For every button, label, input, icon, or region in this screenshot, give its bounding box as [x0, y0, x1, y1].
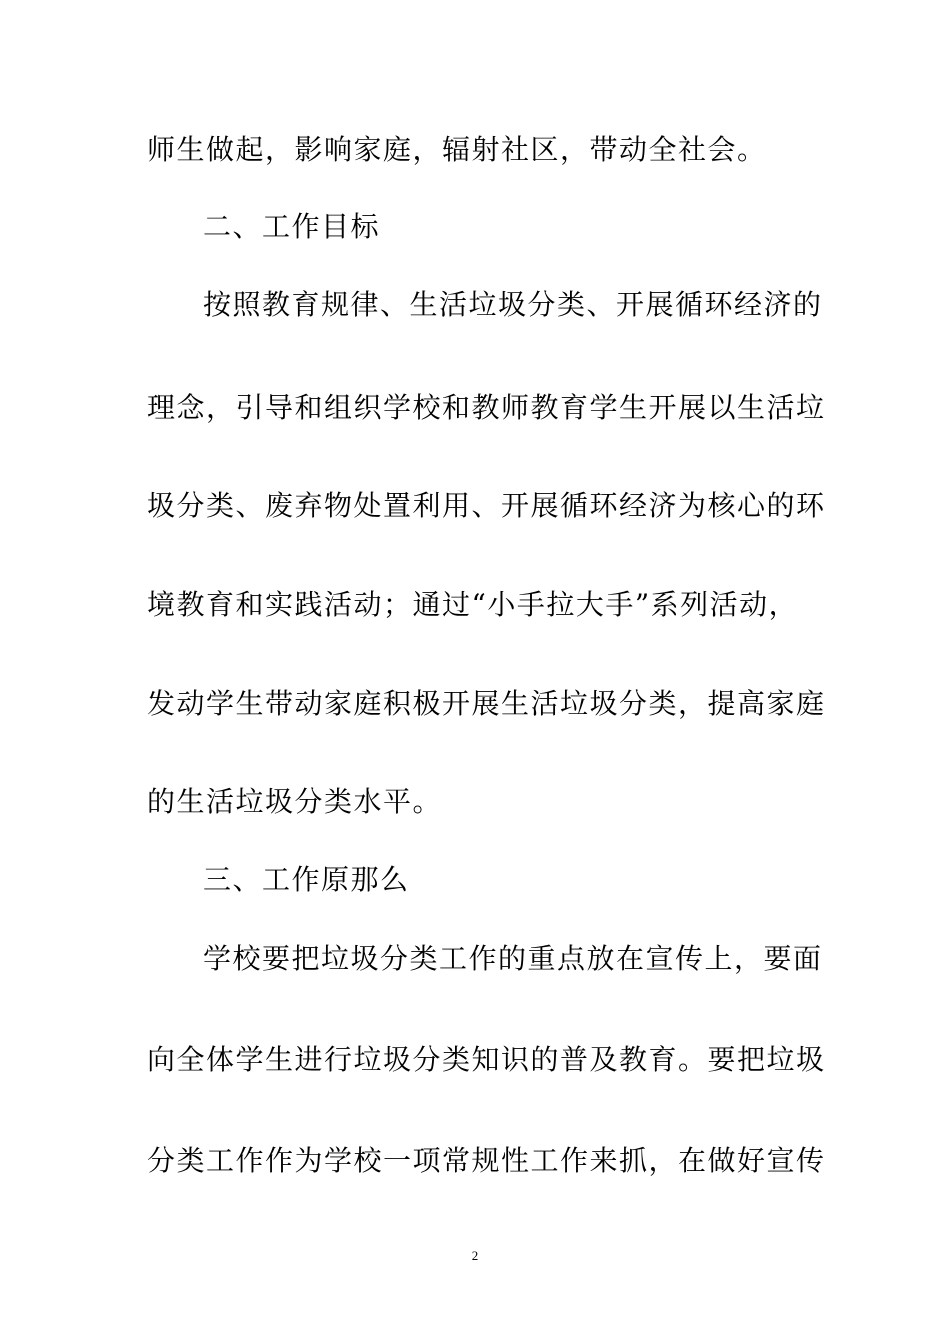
- text-line: 理念，引导和组织学校和教师教育学生开展以生活垃: [147, 391, 826, 424]
- page-number: 2: [471, 1248, 479, 1263]
- text-line: 的生活垃圾分类水平。: [147, 785, 443, 818]
- text-line: 境教育和实践活动；通过“小手拉大手”系列活动，: [147, 588, 799, 621]
- text-line: 圾分类、废弃物处置利用、开展循环经济为核心的环: [147, 489, 826, 522]
- text-line: 分类工作作为学校一项常规性工作来抓，在做好宣传: [147, 1144, 826, 1177]
- text-line: 向全体学生进行垃圾分类知识的普及教育。要把垃圾: [147, 1043, 826, 1076]
- section-heading: 三、工作原那么: [203, 863, 410, 896]
- text-line: 按照教育规律、生活垃圾分类、开展循环经济的: [203, 288, 823, 321]
- text-line: 学校要把垃圾分类工作的重点放在宣传上，要面: [203, 942, 823, 975]
- text-line: 师生做起，影响家庭，辐射社区，带动全社会。: [147, 133, 767, 166]
- text-line: 发动学生带动家庭积极开展生活垃圾分类，提高家庭: [147, 687, 826, 720]
- section-heading: 二、工作目标: [203, 210, 381, 243]
